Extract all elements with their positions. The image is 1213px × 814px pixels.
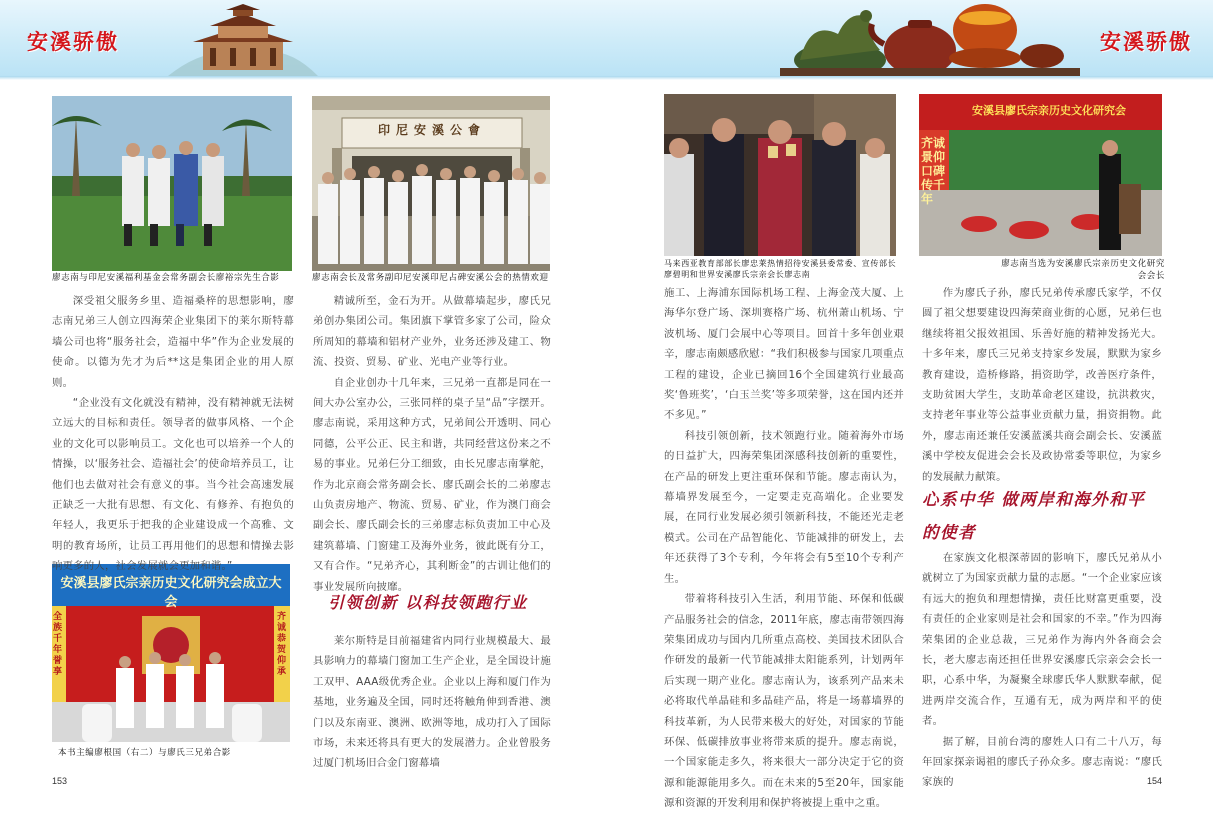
text-column-2-continued: [313, 631, 551, 774]
paragraph: 在家族文化根深蒂固的影响下，廖氏兄弟从小就树立了为国家贡献力量的志愿。“一个企业家应该有远大的抱负和理想情操，责任比财富更重要，没有责任的企业家则是社会和国家的不幸。”作为四海荣集团的企业总裁，三兄弟作为海内外各商会会长，老大廖志南还担任世界安溪廖氏宗亲会会长一职，心系中华，为凝聚全球廖氏华人默默奉献，促进两岸交流合作，互通有无，成为两岸和平的使者。: [922, 552, 1162, 728]
photo-caption: 廖志南当选为安溪廖氏宗亲历史文化研究会会长: [1001, 259, 1165, 281]
photo-caption: 廖志南会长及常务副印尼安溪印尼占碑安溪公会的热情欢迎: [312, 273, 549, 283]
garden-photo-image: [52, 96, 292, 271]
text-column-1: [52, 291, 294, 577]
tea-set-illustration: [780, 0, 1080, 78]
paragraph: 据了解，目前台湾的廖姓人口有二十八万，每年回家探亲谒祖的廖氏子孙众多。廖志南说：“廖氏家族的: [922, 735, 1162, 789]
speech-vertical-banner: 齐诚景仰口碑传千年: [921, 136, 946, 206]
paragraph: 莱尔斯特是目前福建省内同行业规模最大、最具影响力的幕墙门窗加工生产企业，是全国设计施工双甲、AAA级优秀企业。企业以上海和厦门作为基地，业务遍及全国，同时还将触角伸到香港、澳门以及东南亚、澳洲、欧洲等地，成功打入了国际市场，未来还将具有更大的发展潜力。企业曾股务过厦门机场旧合金门窗幕墙: [313, 635, 551, 770]
conference-banner: 安溪县廖氏宗亲历史文化研究会成立大会: [60, 576, 282, 610]
magazine-title-left: 安溪骄傲: [27, 30, 119, 54]
photo-garden-group: [52, 96, 292, 271]
photo-caption: 廖志南与印尼安溪福利基金会常务副会长廖裕宗先生合影: [52, 273, 280, 283]
paragraph: 施工、上海浦东国际机场工程、上海金茂大厦、上海华尔登广场、深圳赛格广场、杭州萧山机场、宁波机场、厦门会展中心等项目。回首十多年创业艰辛，廖志南颇感欣慰：“我们积极参与国家几项重点工程的建设，企业已摘回16个全国建筑行业最高奖‘鲁班奖’，‘白玉兰奖’等多项荣誉，这在国内还并不多见。”: [664, 287, 904, 422]
pagoda-illustration: [168, 4, 318, 76]
association-sign: 印尼安溪公會: [377, 123, 486, 137]
paragraph: 作为廖氏子孙，廖氏兄弟传承廖氏家学，不仅圆了祖父想要建设四海荣商业街的心愿，兄弟仨也继续将祖父报效祖国、乐善好施的精神发扬光大。十多年来，廖氏三兄弟支持家乡发展，默默为家乡教育建设，造桥修路，捐资助学，改善医疗条件，支助贫困大学生，支助革命老区建设，抗洪救灾，支持老年事业等公益事业贡献力量，捐资捐物。此外，廖志南还兼任安溪蓝溪共商会副会长、安溪蓝溪中学校友促进会会长及政协常委等职位，为家乡的发展献力献策。: [922, 287, 1162, 483]
paragraph: 带着将科技引入生活，利用节能、环保和低碳产品服务社会的信念，2011年底，廖志南带领四海荣集团成功与国内几所重点高校、美国技术团队合作研发的最新一代节能减排太阳能系列，计划两年后实现一期产业化。廖志南认为，该系列产品来未必将取代单晶硅和多晶硅产品，将是一场幕墙界的科技革新，为人民带来极大的好处，对国家的节能环保、低碳排放事业将带来质的提升。廖志南说，一个国家能走多久，将来很大一部分决定于它的资源和能源能用多久。而在未来的5至20年，国家能源和资源的开发利用和保护将被提上重中之重。: [664, 593, 904, 810]
paragraph: 科技引领创新，技术领跑行业。随着海外市场的日益扩大，四海荣集团深感科技创新的重要性，在产品的研发上更注重环保和节能。廖志南认为，幕墙界发展至今，一定要走克高端化。企业要发展，在同行业发展必须引领新科技，不能还光走老模式。公司在产品智能化、节能减排的研发上，去年还获得了3个专利，今年将会有5至10个专利产生。: [664, 429, 904, 585]
page-number-left: 153: [52, 776, 68, 786]
paragraph: 自企业创办十几年来，三兄弟一直都是同在一间大办公室办公，三张同样的桌子呈“品”字摆开。廖志南说，采用这种方式，兄弟间公开透明、同心同德，公平公正、民主和谐，共同经营这份来之不易的事业。兄弟仨分工细致，由长兄廖志南掌舵，作为北京商会常务副会长、廖氏副会长的二弟廖志山负责房地产、物流、贸易、矿业，作为澳门商会副会长、廖氏副会长的三弟廖志标负责加工中心及建筑幕墙、门窗建工及海外业务，彼此既有分工，又有合作。“兄弟齐心，其利断金”的古训让他们的事业发展所向披靡。: [313, 376, 551, 593]
paragraph: “企业没有文化就没有精神，没有精神就无法树立远大的目标和责任。领导者的做事风格、一个企业的文化可以影响员工。文化也可以培养一个人的情操，以‘服务社会、造福社会’的使命培养员工，让他们也去做对社会有意义的事。当今社会高速发展正缺乏一大批有思想、有文化、有修养、有抱负的年轻人，我更乐于把我的企业建设成一个高雅、文明的教育场所，让员工再用他们的思想和情操去影响更多的人，社会发展就会更加和谐。”: [52, 397, 294, 573]
banner-side-right: 齐诚恭贺仰承: [277, 612, 287, 677]
photo-conference-stage: [52, 564, 290, 742]
speech-photo-image: [919, 94, 1162, 256]
section-heading: 心系中华 做两岸和海外和平的使者: [922, 490, 1146, 542]
banner-side-left: 全族千年誉享: [53, 612, 63, 677]
paragraph: 精诚所至，金石为开。从做幕墙起步，廖氏兄弟创办集团公司。集团旗下掌管多家了公司，险众所周知的幕墙和铝材产业外，业务还涉及建工、物流、投资、贸易、矿业、光电产业等行业。: [313, 295, 551, 369]
text-column-4: [922, 283, 1162, 487]
page-number-right: 154: [1147, 776, 1163, 786]
toast-photo-image: [664, 94, 896, 256]
magazine-title-right: 安溪骄傲: [1100, 30, 1192, 54]
text-column-4-continued: [922, 548, 1162, 793]
photo-association-entrance: [312, 96, 550, 271]
photo-caption: 本书主编廖根国（右二）与廖氏三兄弟合影: [58, 748, 231, 758]
photo-caption: 马来西亚教育部部长廖忠莱热情招待安溪县委常委、宣传部长廖碧明和世界安溪廖氏宗亲会长廖志南: [664, 259, 897, 279]
page-header: [0, 0, 1213, 78]
text-column-3: [664, 283, 904, 814]
text-column-2: [313, 291, 551, 597]
speech-banner: 安溪县廖氏宗亲历史文化研究会: [972, 104, 1126, 117]
photo-toast: [664, 94, 896, 256]
section-heading: 引领创新 以科技领跑行业: [328, 593, 528, 612]
photo-speech: [919, 94, 1162, 256]
header-divider: [0, 76, 1213, 80]
paragraph: 深受祖父服务乡里、造福桑梓的思想影响，廖志南兄弟三人创立四海荣企业集团下的莱尔斯特幕墙公司也将“服务社会，造福中华”作为企业发展的使命。以德为先才为后**这是集团企业的用人原则。: [52, 295, 294, 389]
